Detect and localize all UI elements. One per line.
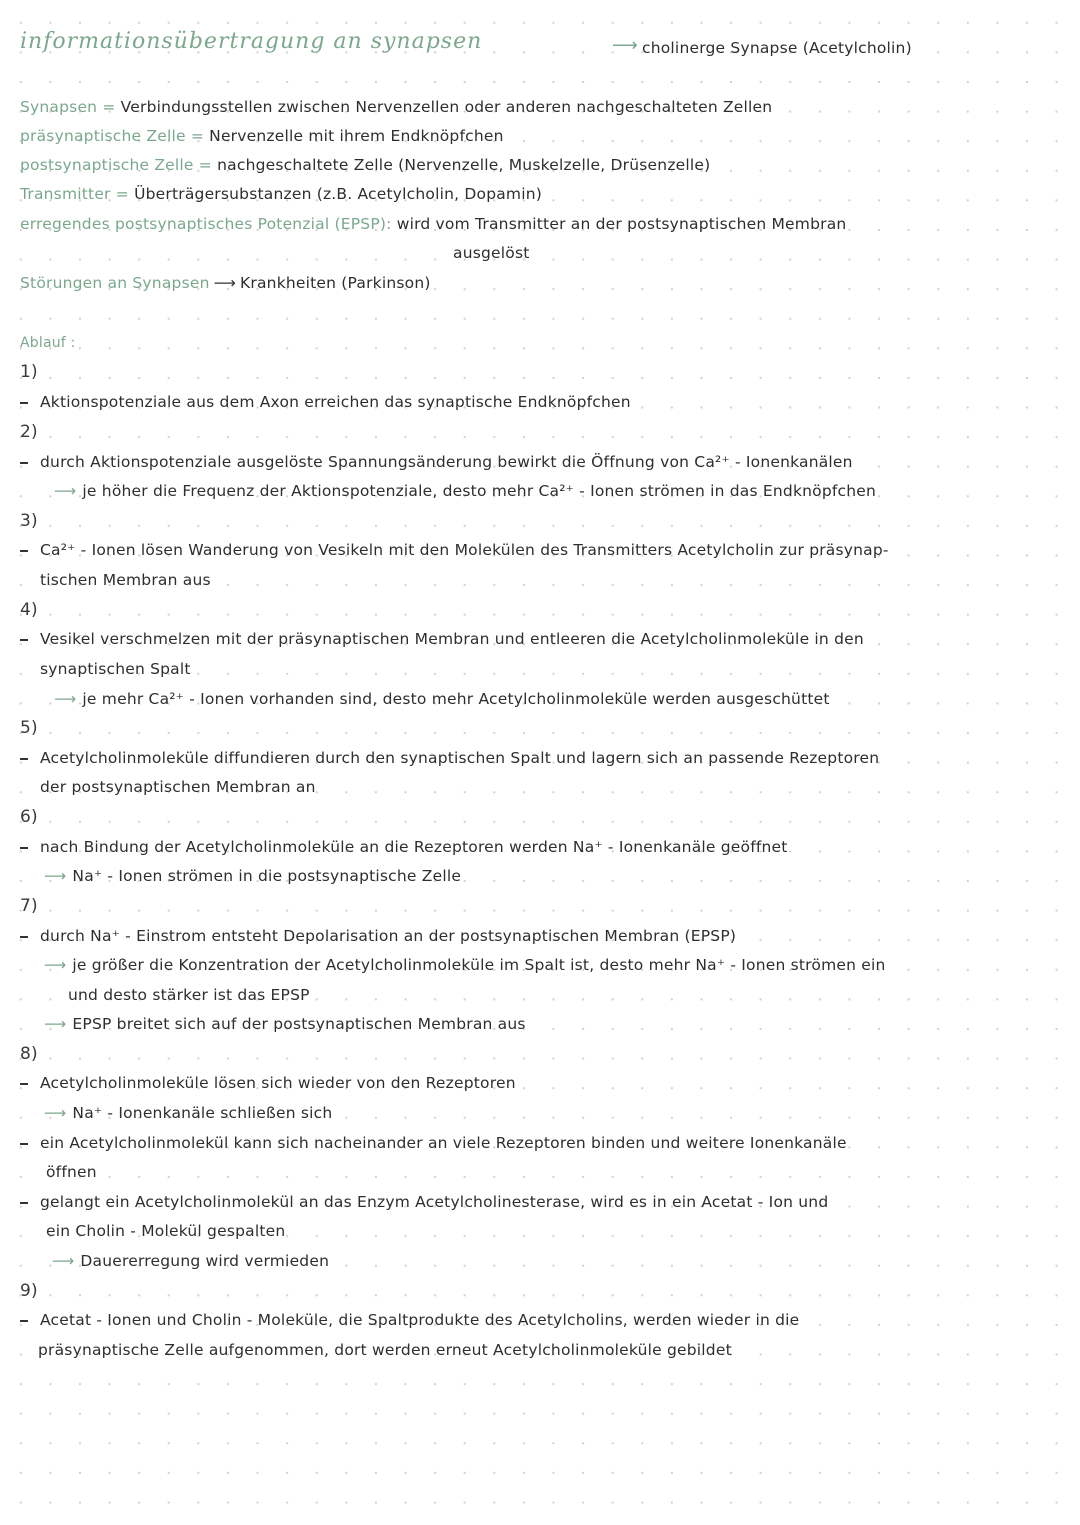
arrow-icon: ⟶	[52, 1252, 75, 1270]
step-text: Aktionspotenziale aus dem Axon erreichen das synaptische Endknöpfchen	[20, 392, 631, 412]
step-number: 1)	[20, 362, 38, 382]
step-number: 7)	[20, 896, 38, 916]
step-number: 4)	[20, 600, 38, 620]
step-text-cont: ein Cholin - Molekül gespalten	[46, 1222, 286, 1240]
step-arrow-text: ⟶ EPSP breitet sich auf der postsynaptischen Membran aus	[44, 1015, 526, 1033]
arrow-icon: ⟶	[44, 956, 67, 974]
step-text-cont: der postsynaptischen Membran an	[40, 778, 316, 796]
definition-praesynaptisch: präsynaptische Zelle = Nervenzelle mit ihrem Endknöpfchen	[20, 127, 504, 145]
step-number: 8)	[20, 1044, 38, 1064]
arrow-icon: ⟶	[44, 1015, 67, 1033]
arrow-icon: ⟶	[44, 1104, 67, 1122]
step-arrow-text: ⟶ je größer die Konzentration der Acetylcholinmoleküle im Spalt ist, desto mehr Na⁺ - Ionen strömen ein	[44, 956, 886, 974]
step-text: Acetylcholinmoleküle diffundieren durch den synaptischen Spalt und lagern sich an passende Rezeptoren	[20, 748, 879, 768]
step-text: Vesikel verschmelzen mit der präsynaptischen Membran und entleeren die Acetylcholinmoleküle in den	[20, 629, 864, 649]
step-text-cont: tischen Membran aus	[40, 571, 211, 589]
step-number: 5)	[20, 718, 38, 738]
arrow-icon: ⟶	[213, 274, 237, 292]
step-text: ein Acetylcholinmolekül kann sich nacheinander an viele Rezeptoren binden und weitere Ionenkanäle	[20, 1133, 847, 1153]
definition-synapsen: Synapsen = Verbindungsstellen zwischen Nervenzellen oder anderen nachgeschalteten Zellen	[20, 98, 773, 116]
step-number: 9)	[20, 1281, 38, 1301]
step-number: 3)	[20, 511, 38, 531]
step-text: durch Na⁺ - Einstrom entsteht Depolarisation an der postsynaptischen Membran (EPSP)	[20, 926, 736, 946]
definition-transmitter: Transmitter = Überträgersubstanzen (z.B. Acetylcholin, Dopamin)	[20, 185, 543, 203]
page-subtitle: cholinerge Synapse (Acetylcholin)	[642, 39, 912, 57]
step-arrow-text: ⟶ Na⁺ - Ionen strömen in die postsynaptische Zelle	[44, 867, 462, 885]
definition-postsynaptisch: postsynaptische Zelle = nachgeschaltete Zelle (Nervenzelle, Muskelzelle, Drüsenzelle)	[20, 156, 711, 174]
step-arrow-text: ⟶ Dauererregung wird vermieden	[52, 1252, 330, 1270]
step-arrow-text: ⟶ je mehr Ca²⁺ - Ionen vorhanden sind, desto mehr Acetylcholinmoleküle werden ausgeschüttet	[54, 690, 830, 708]
step-text: Acetylcholinmoleküle lösen sich wieder von den Rezeptoren	[20, 1073, 516, 1093]
step-number: 2)	[20, 422, 38, 442]
arrow-icon: ⟶	[54, 482, 77, 500]
step-arrow-text: ⟶ je höher die Frequenz der Aktionspotenziale, desto mehr Ca²⁺ - Ionen strömen in das Endknöpfchen	[54, 482, 877, 500]
ablauf-label: Ablauf :	[20, 335, 76, 351]
step-text: Acetat - Ionen und Cholin - Moleküle, die Spaltprodukte des Acetylcholins, werden wieder in die	[20, 1310, 799, 1330]
definition-epsp-cont: ausgelöst	[453, 244, 530, 262]
step-arrow-text: ⟶ Na⁺ - Ionenkanäle schließen sich	[44, 1104, 333, 1122]
step-text-cont: synaptischen Spalt	[40, 660, 191, 678]
step-text-cont: präsynaptische Zelle aufgenommen, dort werden erneut Acetylcholinmoleküle gebildet	[38, 1341, 732, 1359]
arrow-icon: ⟶	[612, 35, 639, 56]
step-text: durch Aktionspotenziale ausgelöste Spannungsänderung bewirkt die Öffnung von Ca²⁺ - Ionenkanälen	[20, 452, 853, 472]
arrow-icon: ⟶	[54, 690, 77, 708]
step-text: nach Bindung der Acetylcholinmoleküle an die Rezeptoren werden Na⁺ - Ionenkanäle geöffnet	[20, 837, 788, 857]
page-title: informationsübertragung an synapsen	[20, 29, 483, 54]
definition-epsp: erregendes postsynaptisches Potenzial (EPSP): wird vom Transmitter an der postsynaptischen Membran	[20, 215, 847, 233]
definition-stoerungen: Störungen an Synapsen ⟶ Krankheiten (Parkinson)	[20, 274, 431, 292]
step-text: Ca²⁺ - Ionen lösen Wanderung von Vesikeln mit den Molekülen des Transmitters Acetylcholin zur präsynap-	[20, 540, 889, 560]
step-arrow-text-cont: und desto stärker ist das EPSP	[68, 986, 310, 1004]
step-text-cont: öffnen	[46, 1163, 97, 1181]
arrow-icon: ⟶	[44, 867, 67, 885]
step-text: gelangt ein Acetylcholinmolekül an das Enzym Acetylcholinesterase, wird es in ein Acetat - Ion und	[20, 1192, 828, 1212]
step-number: 6)	[20, 807, 38, 827]
